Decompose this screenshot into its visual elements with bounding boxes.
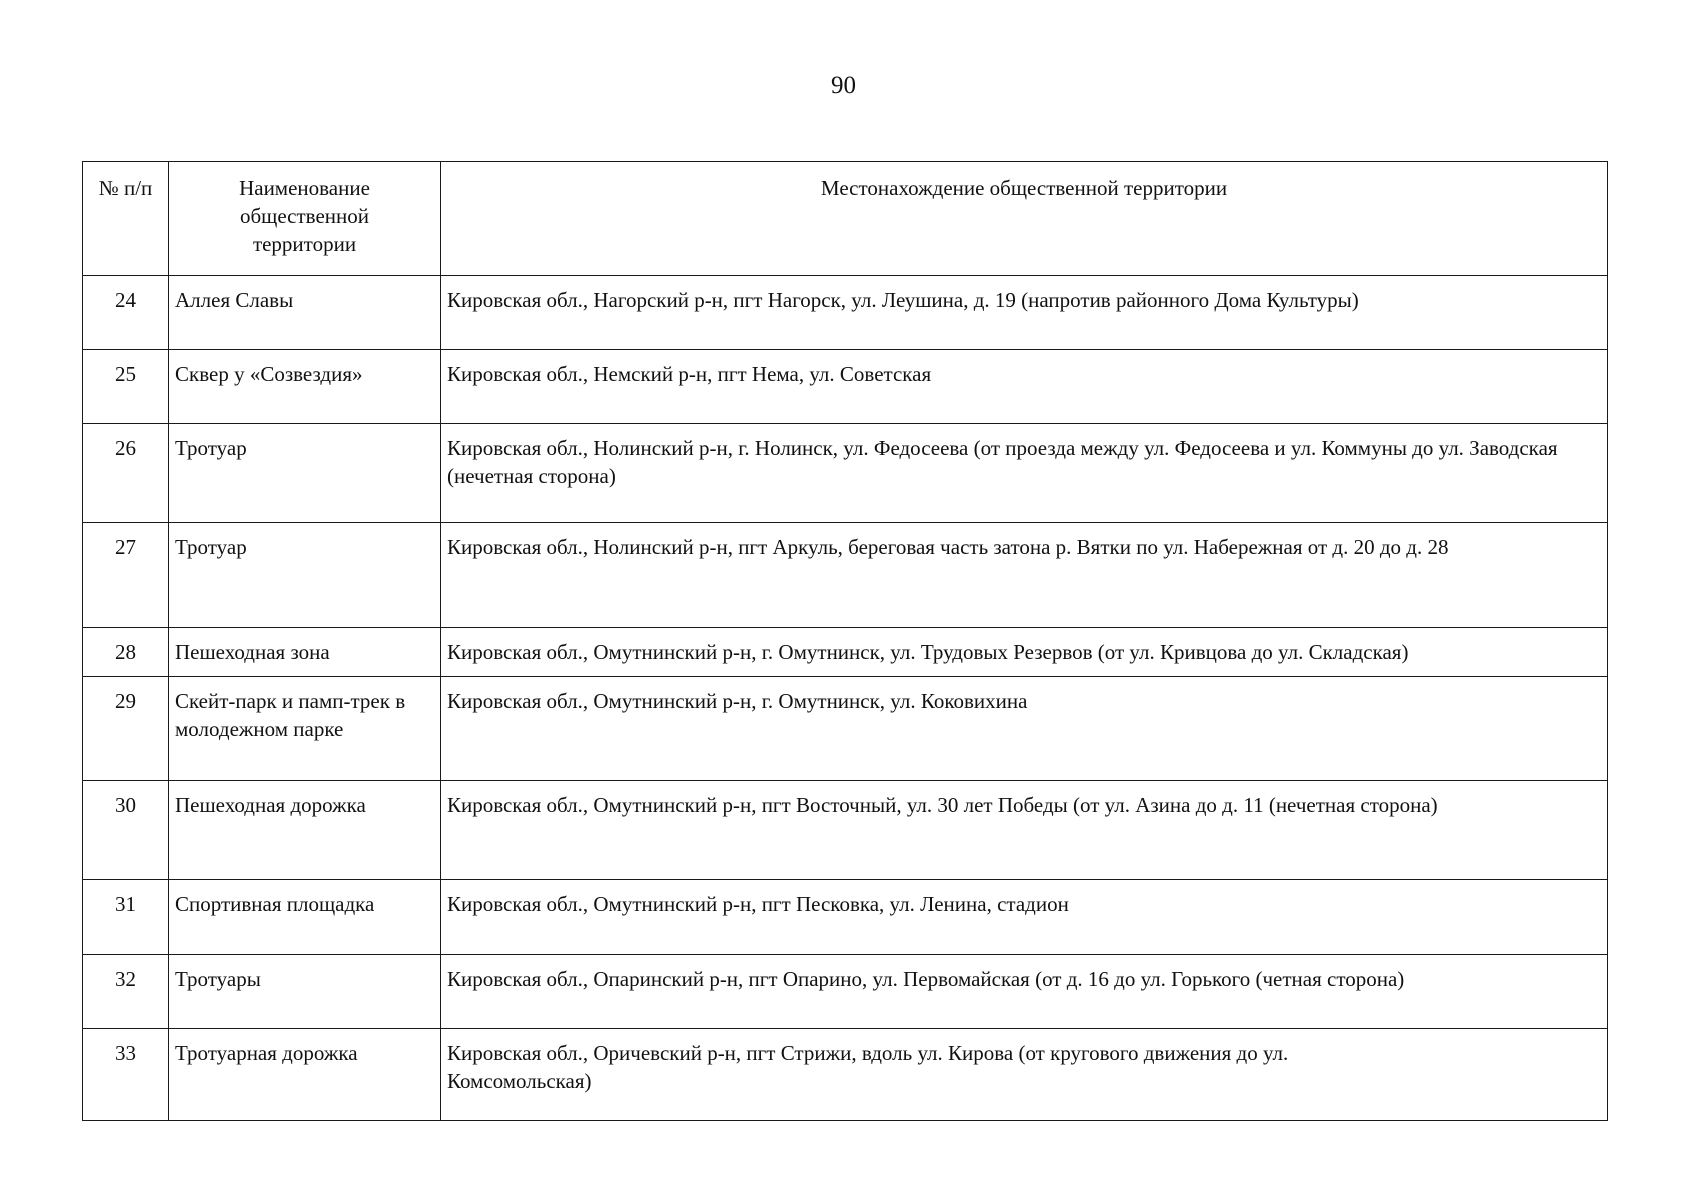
- row-location: Кировская обл., Нагорский р-н, пгт Нагорск, ул. Леушина, д. 19 (напротив районного Дома Культуры): [441, 276, 1608, 350]
- row-num: 27: [83, 523, 169, 628]
- row-name: Пешеходная зона: [169, 628, 441, 677]
- row-num: 26: [83, 424, 169, 523]
- row-num: 33: [83, 1029, 169, 1121]
- table-row: [83, 350, 1608, 424]
- table-row: [83, 781, 1608, 880]
- header-num: № п/п: [83, 162, 169, 276]
- table-row: [83, 880, 1608, 955]
- table-row: [83, 276, 1608, 350]
- row-location: Кировская обл., Омутнинский р-н, пгт Песковка, ул. Ленина, стадион: [441, 880, 1608, 955]
- table-row: [83, 1029, 1608, 1121]
- row-num: 28: [83, 628, 169, 677]
- row-name: Аллея Славы: [169, 276, 441, 350]
- row-location: Кировская обл., Оричевский р-н, пгт Стрижи, вдоль ул. Кирова (от кругового движения до ул. Комсомольская): [441, 1029, 1608, 1121]
- header-name: Наименование общественной территории: [169, 162, 441, 276]
- row-num: 31: [83, 880, 169, 955]
- table-row: [83, 628, 1608, 677]
- row-name: Спортивная площадка: [169, 880, 441, 955]
- row-location: Кировская обл., Нолинский р-н, пгт Аркуль, береговая часть затона р. Вятки по ул. Набережная от д. 20 до д. 28: [441, 523, 1608, 628]
- row-name: Скейт-парк и памп-трек в молодежном парке: [169, 677, 441, 781]
- row-location: Кировская обл., Омутнинский р-н, г. Омутнинск, ул. Коковихина: [441, 677, 1608, 781]
- territories-table: [82, 161, 1608, 1121]
- table-row: [83, 424, 1608, 523]
- row-name: Пешеходная дорожка: [169, 781, 441, 880]
- row-num: 30: [83, 781, 169, 880]
- table-row: [83, 677, 1608, 781]
- row-location: Кировская обл., Немский р-н, пгт Нема, ул. Советская: [441, 350, 1608, 424]
- row-location: Кировская обл., Нолинский р-н, г. Нолинск, ул. Федосеева (от проезда между ул. Федосеева и ул. Коммуны до ул. Заводская (нечетная сторона): [441, 424, 1608, 523]
- row-num: 24: [83, 276, 169, 350]
- row-name: Тротуар: [169, 424, 441, 523]
- row-num: 25: [83, 350, 169, 424]
- table-row: [83, 523, 1608, 628]
- row-name: Сквер у «Созвездия»: [169, 350, 441, 424]
- row-name: Тротуарная дорожка: [169, 1029, 441, 1121]
- page-number: 90: [831, 72, 856, 99]
- header-location: Местонахождение общественной территории: [441, 162, 1608, 276]
- row-location: Кировская обл., Омутнинский р-н, пгт Восточный, ул. 30 лет Победы (от ул. Азина до д. 11 (нечетная сторона): [441, 781, 1608, 880]
- row-num: 32: [83, 955, 169, 1029]
- row-name: Тротуар: [169, 523, 441, 628]
- row-location: Кировская обл., Омутнинский р-н, г. Омутнинск, ул. Трудовых Резервов (от ул. Кривцова до ул. Складская): [441, 628, 1608, 677]
- row-location: Кировская обл., Опаринский р-н, пгт Опарино, ул. Первомайская (от д. 16 до ул. Горького (четная сторона): [441, 955, 1608, 1029]
- table-header-row: [83, 162, 1608, 276]
- row-num: 29: [83, 677, 169, 781]
- table-row: [83, 955, 1608, 1029]
- row-name: Тротуары: [169, 955, 441, 1029]
